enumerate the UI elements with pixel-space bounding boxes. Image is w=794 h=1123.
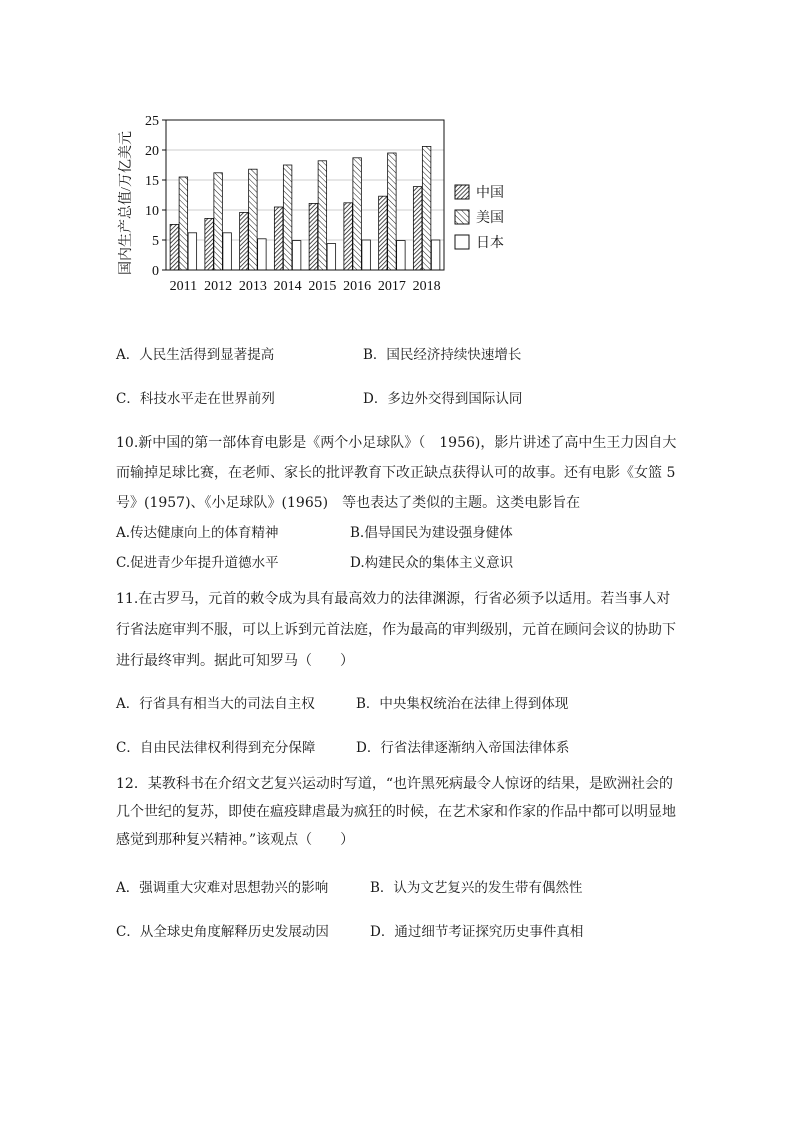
x-tick-label: 2015 [308,279,337,294]
q12-option-a[interactable]: A．强调重大灾难对思想勃兴的影响 [116,880,329,896]
q12-option-d[interactable]: D．通过细节考证探究历史事件真相 [370,924,584,940]
question-12 [116,770,696,948]
bar-japan-2011 [188,233,197,270]
y-tick-label: 20 [145,144,159,159]
bar-japan-2018 [431,240,440,270]
q9-option-d[interactable]: D．多边外交得到国际认同 [363,391,523,407]
bar-usa-2012 [214,173,223,270]
bar-usa-2018 [422,146,431,270]
gdp-bar-chart [110,108,530,308]
bar-japan-2017 [397,241,406,270]
y-tick-label: 0 [152,264,159,279]
bar-usa-2011 [179,177,188,270]
legend [455,184,504,251]
x-tick-label: 2016 [343,279,372,294]
q11-option-b[interactable]: B．中央集权统治在法律上得到体现 [356,696,569,712]
bar-japan-2016 [362,240,371,270]
q11-stem-line: 行省法庭审判不服，可以上诉到元首法庭，作为最高的审判级别，元首在顾问会议的协助下 [116,622,676,638]
q11-option-a[interactable]: A．行省具有相当大的司法自主权 [116,696,315,712]
x-ticks [170,279,441,294]
q11-option-c[interactable]: C．自由民法律权利得到充分保障 [116,740,316,756]
y-axis-label: 国内生产总值/万亿美元 [119,131,134,275]
q12-option-b[interactable]: B．认为文艺复兴的发生带有偶然性 [370,880,583,896]
question-9-options [116,340,696,414]
bar-china-2013 [240,212,249,270]
x-tick-label: 2017 [377,279,406,294]
bar-china-2017 [379,196,388,270]
q10-option-b[interactable]: B.倡导国民为建设强身健体 [350,525,513,541]
bar-japan-2012 [223,233,232,270]
x-tick-label: 2012 [204,279,233,294]
q10-stem-line: 而输掉足球比赛，在老师、家长的批评教育下改正缺点获得认可的故事。还有电影《女篮 5 [116,465,676,481]
legend-label-usa: 美国 [476,211,504,226]
q11-option-d[interactable]: D．行省法律逐渐纳入帝国法律体系 [356,740,570,756]
q10-option-c[interactable]: C.促进青少年提升道德水平 [116,555,279,571]
legend-swatch-usa [455,210,469,224]
bar-china-2012 [205,218,214,270]
bar-usa-2014 [283,165,292,270]
bar-china-2011 [170,224,179,270]
x-tick-label: 2014 [273,279,302,294]
y-tick-label: 15 [145,174,159,189]
q12-stem-line: 几个世纪的复苏，即使在瘟疫肆虐最为疯狂的时候，在艺术家和作家的作品中都可以明显地 [116,804,676,820]
bar-china-2016 [344,203,353,270]
legend-label-japan: 日本 [476,236,504,251]
bar-japan-2014 [292,241,301,270]
q11-stem-line: 11.在古罗马，元首的敕令成为具有最高效力的法律渊源，行省必须予以适用。若当事人对 [116,591,671,607]
bar-usa-2016 [353,158,362,270]
q10-option-d[interactable]: D.构建民众的集体主义意识 [350,555,514,571]
question-10 [116,428,696,578]
bar-japan-2013 [258,239,267,270]
q12-option-c[interactable]: C．从全球史角度解释历史发展动因 [116,924,329,940]
legend-swatch-japan [455,235,469,249]
q10-option-a[interactable]: A.传达健康向上的体育精神 [116,525,279,541]
q9-option-b[interactable]: B．国民经济持续快速增长 [363,347,522,363]
bar-usa-2013 [249,169,258,270]
q10-stem-line: 号》(1957)、《小足球队》(1965) 等也表达了类似的主题。这类电影旨在 [116,495,581,511]
question-11 [116,584,696,763]
bar-usa-2017 [388,153,397,270]
y-tick-label: 10 [145,204,159,219]
legend-label-china: 中国 [476,186,504,201]
x-tick-label: 2018 [412,279,441,294]
bar-japan-2015 [327,244,336,270]
q12-stem-line: 感觉到那种复兴精神。”该观点（ ） [116,832,355,848]
x-tick-label: 2011 [169,279,198,294]
q11-stem-line: 进行最终审判。据此可知罗马（ ） [116,653,354,669]
q12-stem-line: 12．某教科书在介绍文艺复兴运动时写道，“也许黑死病最令人惊讶的结果，是欧洲社会的 [116,776,673,792]
q9-option-c[interactable]: C．科技水平走在世界前列 [116,391,275,407]
y-tick-label: 5 [152,234,159,249]
bars [170,146,440,270]
q9-option-a[interactable]: A．人民生活得到显著提高 [116,347,275,363]
legend-swatch-china [455,185,469,199]
bar-usa-2015 [318,161,327,270]
x-tick-label: 2013 [238,279,267,294]
q10-stem-line: 10.新中国的第一部体育电影是《两个小足球队》（ 1956)，影片讲述了高中生王力因自大 [116,435,677,451]
bar-china-2015 [309,203,318,270]
bar-china-2018 [413,187,422,270]
y-tick-label: 25 [145,114,159,129]
bar-china-2014 [274,207,283,270]
y-ticks [145,114,166,279]
